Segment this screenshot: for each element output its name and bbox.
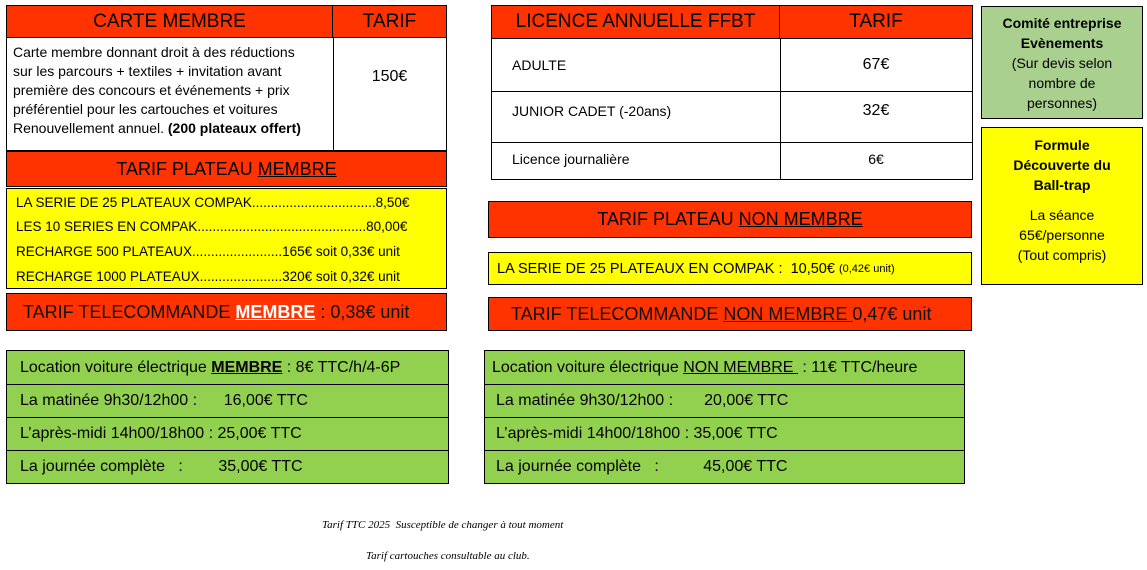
voiture-non-membre-table bbox=[484, 350, 965, 484]
plateau-non-membre-underlined: NON MEMBRE bbox=[738, 209, 863, 229]
formule-title: Ball-trap bbox=[1033, 177, 1091, 193]
plateau-membre-row: RECHARGE 1000 PLATEAUX......................320€ soit 0,32€ unit bbox=[16, 268, 400, 284]
voiture-non-membre-row: L’après-midi 14h00/18h00 : 35,00€ TTC bbox=[485, 418, 964, 451]
formule-line: La séance bbox=[1029, 207, 1095, 223]
plateau-membre-header bbox=[6, 151, 447, 187]
licence-row-divider bbox=[492, 142, 972, 143]
comite-box bbox=[981, 6, 1143, 119]
carte-description-line: Carte membre donnant droit à des réductions bbox=[13, 44, 295, 60]
carte-description-line: préférentiel pour les cartouches et voitures bbox=[13, 101, 278, 117]
plateau-membre-row: LA SERIE DE 25 PLATEAUX COMPAK.................................8,50€ bbox=[16, 194, 410, 210]
plateau-membre-row: RECHARGE 500 PLATEAUX........................165€ soit 0,33€ unit bbox=[16, 243, 400, 259]
comite-title: Comité entreprise bbox=[1002, 15, 1122, 31]
voiture-membre-row: La journée complète : 35,00€ TTC bbox=[20, 458, 303, 475]
telecommande-non-membre-prefix: TARIF TELECOMMANDE bbox=[511, 303, 724, 324]
voiture-non-membre-row: La journée complète : 45,00€ TTC bbox=[496, 458, 788, 475]
telecommande-membre-banner bbox=[6, 293, 447, 331]
voiture-membre-row: L’après-midi 14h00/18h00 : 25,00€ TTC bbox=[7, 418, 448, 451]
voiture-membre-table bbox=[6, 350, 449, 484]
carte-renewal-bonus: (200 plateaux offert) bbox=[167, 120, 301, 136]
footer-note: Tarif TTC 2025 Susceptible de changer à tout moment bbox=[322, 519, 564, 531]
licence-table bbox=[491, 5, 973, 180]
voiture-membre-title-suffix: : 8€ TTC/h/4-6P bbox=[282, 358, 401, 376]
licence-tarif-header bbox=[780, 6, 972, 39]
carte-price-cell bbox=[333, 38, 446, 150]
carte-renewal: Renouvellement annuel. bbox=[13, 120, 164, 136]
formule-title: Découverte du bbox=[1013, 157, 1111, 173]
voiture-membre-row: La matinée 9h30/12h00 : 16,00€ TTC bbox=[7, 385, 448, 418]
licence-row-divider bbox=[492, 91, 972, 92]
telecommande-membre-prefix: TARIF TELECOMMANDE bbox=[23, 301, 236, 322]
licence-row-label: ADULTE bbox=[512, 57, 567, 73]
plateau-non-membre-small: (0,42€ unit) bbox=[838, 262, 895, 275]
telecommande-non-membre-suffix: 0,47€ unit bbox=[852, 303, 932, 324]
carte-tarif-title: TARIF bbox=[362, 10, 417, 32]
carte-renewal-line bbox=[13, 119, 333, 138]
plateau-non-membre-header bbox=[488, 201, 972, 238]
plateau-non-membre-row bbox=[488, 252, 972, 285]
plateau-membre-row: LES 10 SERIES EN COMPAK.............................................80,00€ bbox=[16, 218, 408, 234]
licence-tarif-title: TARIF bbox=[849, 11, 903, 32]
formule-title: Formule bbox=[1034, 137, 1090, 153]
voiture-membre-title-prefix: Location voiture électrique bbox=[20, 358, 212, 376]
comite-line: (Sur devis selon bbox=[1011, 55, 1113, 71]
voiture-membre-title-underlined: MEMBRE bbox=[211, 358, 283, 376]
licence-title: LICENCE ANNUELLE FFBT bbox=[515, 11, 756, 32]
plateau-membre-underlined: MEMBRE bbox=[257, 158, 337, 179]
plateau-membre-list bbox=[6, 188, 447, 289]
licence-row-price: 6€ bbox=[868, 151, 884, 167]
formule-line: (Tout compris) bbox=[1017, 247, 1107, 263]
licence-row-label: Licence journalière bbox=[512, 151, 630, 167]
licence-row-price: 32€ bbox=[862, 102, 890, 119]
formule-line: 65€/personne bbox=[1019, 227, 1105, 243]
comite-title: Evènements bbox=[1020, 35, 1104, 51]
telecommande-non-membre-underlined: NON MEMBRE bbox=[723, 303, 853, 324]
carte-description bbox=[13, 43, 333, 138]
plateau-non-membre-main: LA SERIE DE 25 PLATEAUX EN COMPAK : 10,50€ bbox=[497, 260, 839, 277]
licence-row-label: JUNIOR CADET (-20ans) bbox=[512, 103, 672, 119]
comite-line: nombre de bbox=[1028, 75, 1096, 91]
voiture-non-membre-title-prefix: Location voiture électrique bbox=[492, 358, 684, 376]
carte-description-line: première des concours et événements + prix bbox=[13, 82, 290, 98]
telecommande-membre-underlined: MEMBRE bbox=[235, 301, 316, 322]
carte-description-line: sur les parcours + textiles + invitation avant bbox=[13, 63, 282, 79]
voiture-non-membre-title-underlined: NON MEMBRE bbox=[683, 358, 798, 376]
comite-line: personnes) bbox=[1026, 95, 1098, 111]
carte-membre-title: CARTE MEMBRE bbox=[93, 10, 246, 32]
carte-price: 150€ bbox=[371, 68, 408, 85]
voiture-non-membre-title-row bbox=[485, 351, 964, 385]
plateau-membre-prefix: TARIF PLATEAU bbox=[116, 158, 258, 179]
carte-membre-header bbox=[7, 6, 333, 38]
licence-header bbox=[492, 6, 780, 39]
footer-note: Tarif cartouches consultable au club. bbox=[366, 550, 530, 562]
carte-tarif-header bbox=[333, 6, 446, 38]
telecommande-membre-suffix: : 0,38€ unit bbox=[315, 301, 410, 322]
voiture-non-membre-title-suffix: : 11€ TTC/heure bbox=[797, 358, 918, 376]
formule-box bbox=[981, 127, 1143, 285]
licence-row-price: 67€ bbox=[862, 56, 890, 73]
carte-membre-table bbox=[6, 5, 447, 151]
telecommande-non-membre-banner bbox=[488, 297, 972, 331]
plateau-non-membre-prefix: TARIF PLATEAU bbox=[597, 209, 739, 229]
voiture-non-membre-row: La matinée 9h30/12h00 : 20,00€ TTC bbox=[485, 385, 964, 418]
voiture-membre-title-row bbox=[7, 351, 448, 385]
